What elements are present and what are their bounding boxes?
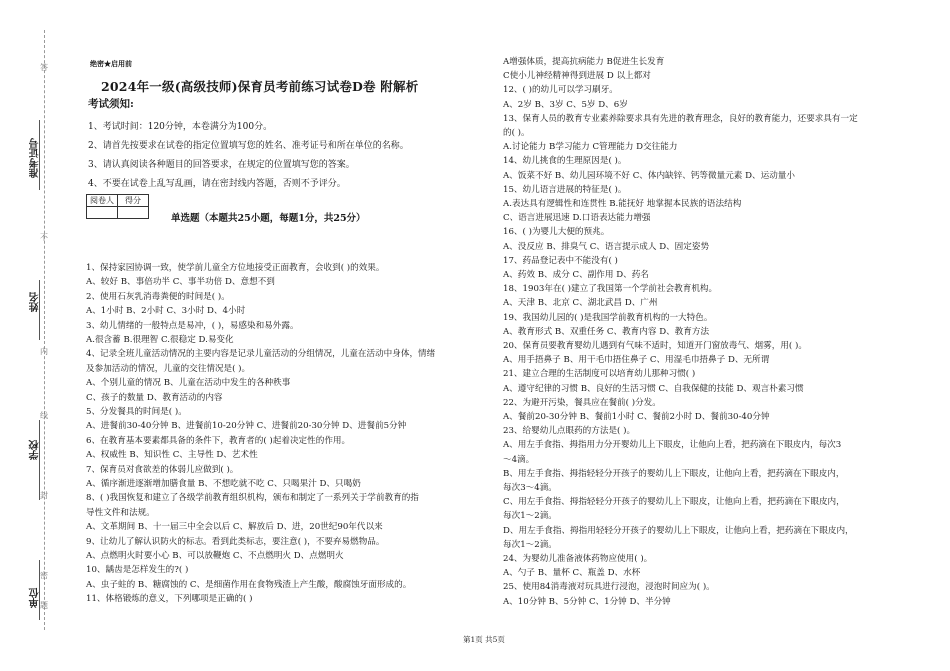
question-line: 每次3～4滴。 [503,483,557,493]
grader-cell[interactable] [87,207,118,219]
margin-char: 答 [40,63,48,72]
question-line: D、用左手食指、拇指用轻轻分开孩子的婴幼儿上下眼皮，让他向上看，把药滴在下眼皮内， [503,525,854,536]
secret-mark: 绝密★启用前 [90,59,132,68]
question-line: A、文革期间 B、十一届三中全会以后 C、解放后 D、进，20世纪90年代以来 [86,522,383,533]
question-line: 21、建立合理的生活制度可以培育幼儿那种习惯( ) [503,369,696,380]
question-line: 12、( )的幼儿可以学习刷牙。 [503,85,618,96]
score-cell[interactable] [118,207,149,219]
question-line: A、餐前20-30分钟 B、餐前1小时 C、餐前2小时 D、餐前30-40分钟 [503,412,770,422]
question-line: 14、幼儿挑食的生理原因是( )。 [503,156,627,167]
question-line: A、天津 B、北京 C、湖北武昌 D、广州 [503,298,658,309]
question-line: A、1小时 B、2小时 C、3小时 D、4小时 [86,306,246,317]
question-line: 11、体格锻炼的意义，下列哪项是正确的( ) [86,594,253,605]
question-line: A、药效 B、成分 C、副作用 D、药名 [503,270,649,280]
question-line: A、较好 B、事倍功半 C、事半功倍 D、意想不到 [86,277,275,288]
question-line: ～4滴。 [503,454,535,465]
question-line: 导性文件和法规。 [86,507,155,518]
question-line: A、虫子蛀的 B、糖腐蚀的 C、是细菌作用在食物残渣上产生酸，酸腐蚀牙面形成的。 [86,579,412,590]
binding-margin [0,0,80,671]
question-line: A、用左手食指、拇指用力分开婴幼儿上下眼皮，让他向上看，把药滴在下眼皮内，每次3 [503,440,842,451]
notice-item: 2、请首先按要求在试卷的指定位置填写您的姓名、准考证号和所在单位的名称。 [88,141,409,151]
question-line: 19、我国幼儿园的( )是我国学前教育机构的一大特色。 [503,312,713,323]
question-line: C、用左手食指、拇指轻轻分开孩子的婴幼儿上下眼皮，让他向上看，把药滴在下眼皮内， [503,497,845,508]
margin-char: 不 [40,233,48,242]
question-line: B、用左手食指、拇指轻轻分开孩子的婴幼儿上下眼皮，让他向上看，把药滴在下眼皮内， [503,468,845,479]
question-line: A、进餐前30-40分钟 B、进餐前10-20分钟 C、进餐前20-30分钟 D、进餐前5分钟 [86,421,407,432]
question-line: 22、为避开污染，餐具应在餐前( )分发。 [503,397,661,408]
question-line: A、用手捂鼻子 B、用干毛巾捂住鼻子 C、用湿毛巾捂鼻子 D、无所谓 [503,355,770,366]
school-label: 学校 [30,440,41,460]
question-line: 20、保育员要教育婴幼儿遇到有气味不适时，知道开门窗放毒气、烟雾，用( )。 [503,341,807,351]
question-line: 15、幼儿语言进展的特征是( )。 [503,184,627,195]
question-line: A.表达具有逻辑性和连贯性 B.能抚好 地掌握本民族的语法结构 [503,199,742,209]
question-line: A、饭菜不好 B、幼儿园环境不好 C、体内缺锌、钙等微量元素 D、运动量小 [503,170,795,181]
question-line: A、遵守纪律的习惯 B、良好的生活习惯 C、自我保健的技能 D、观言朴素习惯 [503,383,804,394]
question-line: A.很含蓄 B.很理智 C.很稳定 D.易变化 [86,335,234,345]
question-line: 8、( )我国恢复和建立了各级学前教育组织机构，颁布和制定了一系列关于学前教育的指 [86,493,419,504]
id-number-label: 准考证号 [30,138,41,178]
question-line: 的( )。 [503,128,530,138]
question-line: A、循序渐进逐渐增加膳食量 B、不想吃就不吃 C、只喝果汁 D、只喝奶 [86,479,361,489]
question-line: 每次1～2滴。 [503,511,557,522]
question-line: A.讨论能力 B学习能力 C管理能力 D交往能力 [503,142,678,153]
question-line: A、10分钟 B、5分钟 C、1分钟 D、半分钟 [503,596,671,607]
page-title: 2024年一级(高级技师)保育员考前练习试卷D卷 附解析 [101,79,419,94]
question-line: A、点燃明火时要小心 B、可以放鞭炮 C、不点燃明火 D、点燃明火 [86,551,344,561]
question-line: A、没反应 B、排臭气 C、语言提示成人 D、固定姿势 [503,241,710,252]
question-line: 10、龋齿是怎样发生的?( ) [86,565,189,576]
question-line: 25、使用84消毒液对玩具进行浸泡，浸泡时间应为( )。 [503,582,715,593]
section-heading: 单选题（本题共25小题，每题1分，共25分） [171,213,366,224]
question-line: 及参加活动的情况，儿童的交往情况是( )。 [86,363,251,374]
question-line: 7、保育员对食欲差的体弱儿应做到( )。 [86,464,239,475]
notice-title: 考试须知: [88,98,134,110]
page-footer: 第1页 共5页 [463,635,505,644]
question-line: 2、使用石灰乳消毒粪便的时间是( )。 [86,291,230,302]
question-line: 16、( )为婴儿大便的预兆。 [503,227,610,238]
name-label: 姓名 [30,292,41,312]
question-line: A、权威性 B、知识性 C、主导性 D、艺术性 [86,450,258,461]
question-line: C、语言进展迅速 D.口语表达能力增强 [503,213,651,224]
school-line [39,420,40,500]
question-line: 3、幼儿情绪的一般特点是易冲，( )，易感染和易外露。 [86,320,299,331]
grader-header: 阅卷人 [87,195,118,207]
question-line: 6、在教育基本要素都具备的条件下，教育者的( )起着决定性的作用。 [86,435,351,446]
margin-char: 题 [40,601,48,610]
question-line: C使小儿神经精神得到进展 D 以上都对 [503,71,651,82]
question-line: 24、为婴幼儿准备液体药物应使用( )。 [503,554,653,564]
notice-item: 1、考试时间：120分钟，本卷满分为100分。 [88,122,273,132]
margin-char: 封 [40,491,48,500]
question-line: 17、药品登记表中不能没有( ) [503,255,618,266]
question-line: A、个别儿童的情况 B、儿童在活动中发生的各种秩事 [86,378,291,389]
question-line: A、勺子 B、量杯 C、瓶盖 D、水杯 [503,568,641,579]
question-line: A、教育形式 B、双重任务 C、教育内容 D、教育方法 [503,326,710,337]
seal-dashed-line [44,30,45,630]
score-header: 得分 [118,195,149,207]
question-line: A、2岁 B、3岁 C、5岁 D、6岁 [503,99,628,110]
question-line: 23、给婴幼儿点眼药的方法是( )。 [503,426,636,437]
notice-item: 4、不要在试卷上乱写乱画，请在密封线内答题，否则不予评分。 [88,179,346,189]
margin-char: 密 [40,571,48,580]
question-line: 5、分发餐具的时间是( )。 [86,407,187,417]
question-line: 13、保育人员的教育专业素养除要求具有先进的教育理念，良好的教育能力，还要求具有一定 [503,113,858,124]
question-line: 9、让幼儿了解认识防火的标志。看到此类标志，要注意( )，不要弃易燃物品。 [86,536,385,547]
question-line: 4、记录全班儿童活动情况的主要内容是记录儿童活动的分组情况，儿童在活动中身体，情绪 [86,349,436,360]
question-line: A增强体质，提高抗病能力 B促进生长发育 [503,57,665,67]
score-box [86,194,149,219]
question-line: C、孩子的数量 D、教育活动的内容 [86,392,223,403]
margin-char: 线 [40,411,48,420]
notice-item: 3、请认真阅读各种题目的回答要求，在规定的位置填写您的答案。 [88,160,355,170]
question-line: 18、1903年在( )建立了我国第一个学前社会教育机构。 [503,284,718,295]
question-line: 1、保持家园协调一致，使学前儿童全方位地接受正面教育，会收到( )的效果。 [86,263,385,273]
margin-char: 内 [40,347,48,356]
unit-label: 单位 [30,588,41,608]
question-line: 每次1～2滴。 [503,539,557,550]
